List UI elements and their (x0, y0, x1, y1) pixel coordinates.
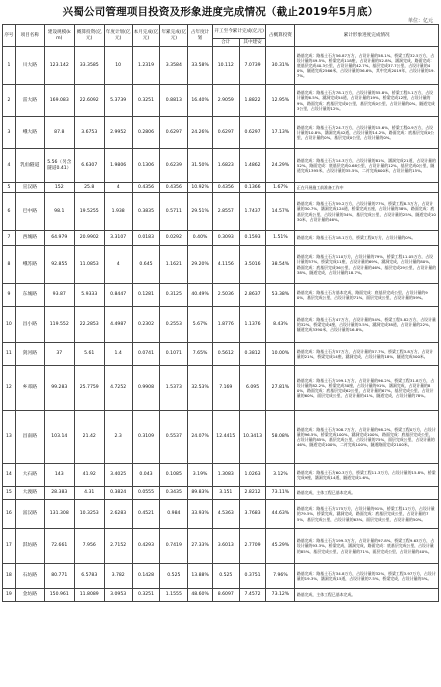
row-monthly: 0.9908 (132, 366, 160, 411)
row-progress: 路基完成：路基土石方78.1万方，占设计量的55.8%，桥梁工程5.1万方，占设计量的6.5%，涵洞完成54道，占设计量的19%，桥梁完成12座，占设计量的9%，路面完成：底基层完成0公里，基层完成0公里，占设计量的0%，隧道完成3公里，占设计量的12%。 (295, 85, 439, 117)
row-progress: 路基完成：路基土石方14.3万方，占设计量的81%，涵洞完成21道，占设计量的52%，路面完成：底基层完成0.68公里，占设计量的12%，基层完成0公里，隧道完成1395米，占设计量的35.5%，二衬完成600米，占设计量的15%。 (295, 149, 439, 183)
row-name: 峨大路 (15, 117, 44, 149)
header-plan: 年度计划(亿元) (104, 25, 132, 47)
row-invest: 22.6092 (74, 85, 104, 117)
row-name: 乡邓路 (15, 366, 44, 411)
row-name: 乳仙隧道 (15, 149, 44, 183)
header-index: 序号 (3, 25, 16, 47)
row-year-ratio: 24.07% (188, 411, 213, 464)
row-year-done: 0.3435 (160, 487, 188, 500)
row-index: 1 (3, 47, 16, 85)
row-cum-engineering: 1.8822 (239, 85, 266, 117)
row-progress: 路基完成，主体工程已基本完成。 (295, 487, 439, 500)
row-monthly: 0.3251 (132, 85, 160, 117)
row-cum-ratio: 7.96% (266, 564, 295, 589)
row-cum-total: 3.6013 (212, 529, 239, 564)
row-cum-engineering: 1.0263 (239, 464, 266, 487)
row-monthly: 0.2302 (132, 307, 160, 343)
row-year-ratio: 29.51% (188, 193, 213, 231)
row-name: 川大路 (15, 47, 44, 85)
row-monthly: 0.0741 (132, 343, 160, 366)
row-index: 8 (3, 246, 16, 284)
row-progress: 路基完成：路基土石方47万方，占设计量的54%，桥梁工程5.82万方，占设计量的32%，桥梁完成4座，占设计量的3.5%，涵洞完成38道，占设计量的22%，隧道完成3390米，占设计量的16.8%。 (295, 307, 439, 343)
row-cum-ratio: 1.51% (266, 231, 295, 246)
row-index: 2 (3, 85, 16, 117)
row-name: 巴中路 (15, 193, 44, 231)
row-plan: 1.4 (104, 343, 132, 366)
row-name: 昌南路 (15, 411, 44, 464)
row-index: 19 (3, 589, 16, 602)
table-row (3, 193, 439, 231)
table-row (3, 246, 439, 284)
row-monthly: 0.0183 (132, 231, 160, 246)
unit-label: 单位：亿元 (407, 18, 433, 24)
row-cum-total: 7.169 (212, 366, 239, 411)
row-monthly: 0.1306 (132, 149, 160, 183)
row-plan: 0.8447 (104, 284, 132, 307)
row-length: 131.308 (44, 500, 74, 529)
row-cum-engineering: 1.1376 (239, 307, 266, 343)
row-cum-total: 4.5363 (212, 500, 239, 529)
row-cum-engineering: 3.5016 (239, 246, 266, 284)
row-progress: 路基完成：路基土石方199.3万方，占设计量的97.8%，桥梁工程9.63万方，占设计量的93.3%，桥梁完成，涵洞完成，路面完成：底基层完成公里，占设计量的85%，基层完成公里，占设计量的71%，面层完成公里，占设计量的40%。 (295, 529, 439, 564)
row-name: 大石路 (15, 464, 44, 487)
row-cum-ratio: 10.00% (266, 343, 295, 366)
row-year-ratio: 29.20% (188, 246, 213, 284)
row-invest: 5.61 (74, 343, 104, 366)
row-cum-total: 4.1156 (212, 246, 239, 284)
row-year-ratio: 13.88% (188, 564, 213, 589)
row-year-done: 0.984 (160, 500, 188, 529)
row-cum-engineering: 0.6297 (239, 117, 266, 149)
row-index: 16 (3, 500, 16, 529)
row-year-ratio: 27.33% (188, 529, 213, 564)
row-invest: 41.92 (74, 464, 104, 487)
table-row (3, 47, 439, 85)
row-name: 西城路 (15, 231, 44, 246)
row-plan: 2.3 (104, 411, 132, 464)
row-name: 峨苏路 (15, 246, 44, 284)
row-cum-engineering: 10.3413 (239, 411, 266, 464)
row-index: 17 (3, 529, 16, 564)
header-name: 项目名称 (15, 25, 44, 47)
row-index: 18 (3, 564, 16, 589)
row-cum-engineering: 1.7437 (239, 193, 266, 231)
table-row (3, 564, 439, 589)
row-cum-total: 2.5036 (212, 284, 239, 307)
row-year-done: 0.4356 (160, 183, 188, 193)
row-year-done: 0.3125 (160, 284, 188, 307)
row-cum-total: 8.6097 (212, 589, 239, 602)
row-progress: 路基完成：路基土石方60.3万方，桥梁工程11.3万方，占设计量的15.8%，桥梁完成9座，涵洞完成14道，隧道完成1.6%。 (295, 464, 439, 487)
row-year-done: 0.2553 (160, 307, 188, 343)
row-cum-engineering: 0.3751 (239, 564, 266, 589)
row-length: 93.87 (44, 284, 74, 307)
table-row (3, 183, 439, 193)
row-invest: 33.3585 (74, 47, 104, 85)
header-monthly: 本月完成(亿元) (132, 25, 160, 47)
row-name: 大渡路 (15, 487, 44, 500)
row-invest: 6.5783 (74, 564, 104, 589)
row-year-done: 0.8813 (160, 85, 188, 117)
row-year-done: 3.3584 (160, 47, 188, 85)
report-title: 兴蜀公司管理项目投资及形象进度完成情况（截止2019年5月底） (62, 6, 379, 18)
row-plan: 4.7252 (104, 366, 132, 411)
row-progress: 路基完成：路基土石方57万方，占设计量的57.7%，桥梁工程3.8万方，占设计量的21%，桥梁完成14座，涵洞完成，占设计量的18%，隧道完成500米。 (295, 343, 439, 366)
row-cum-engineering: 0.1366 (239, 183, 266, 193)
row-length: 98.1 (44, 193, 74, 231)
row-length: 5.56（另含隧道0.41） (44, 149, 74, 183)
row-plan: 3.3107 (104, 231, 132, 246)
row-length: 99.283 (44, 366, 74, 411)
row-invest: 19.5255 (74, 193, 104, 231)
row-cum-ratio: 44.63% (266, 500, 295, 529)
row-year-ratio: 31.50% (188, 149, 213, 183)
table-row (3, 589, 439, 602)
table-row (3, 85, 439, 117)
row-plan: 3.0953 (104, 589, 132, 602)
row-year-ratio: 10.92% (188, 183, 213, 193)
row-invest: 25.8 (74, 183, 104, 193)
row-progress: 正在开展施工前准备工作中 (295, 183, 439, 193)
row-length: 150.961 (44, 589, 74, 602)
row-cum-ratio: 3.12% (266, 464, 295, 487)
row-cum-total: 2.8557 (212, 193, 239, 231)
row-plan: 4 (104, 183, 132, 193)
row-index: 10 (3, 307, 16, 343)
row-cum-total: 0.6297 (212, 117, 239, 149)
row-plan: 4.4987 (104, 307, 132, 343)
row-index: 5 (3, 183, 16, 193)
header-cum-engineering: 其中建安 (239, 39, 266, 47)
row-invest: 21.42 (74, 411, 104, 464)
row-monthly: 0.1281 (132, 284, 160, 307)
row-progress: 路基完成：路基土石方59.2万方，占设计量的77%，桥梁工程8.3万方，占设计量的30.7%，涵洞完成124道，桥梁完成五座，占设计量的38%，路面完成：底基层完成公里，占设计量的34%，基层完成公里，占设计量的25%，隧道完成1030米，占设计量的46%。 (295, 193, 439, 231)
row-year-done: 0.1071 (160, 343, 188, 366)
row-cum-ratio: 14.57% (266, 193, 295, 231)
row-monthly: 0.4356 (132, 183, 160, 193)
row-index: 15 (3, 487, 16, 500)
row-name: 东城路 (15, 284, 44, 307)
row-year-done: 0.5711 (160, 193, 188, 231)
row-length: 123.142 (44, 47, 74, 85)
table-row (3, 307, 439, 343)
table-row (3, 231, 439, 246)
row-monthly: 0.1428 (132, 564, 160, 589)
row-index: 4 (3, 149, 16, 183)
header-length: 建设规模(km) (44, 25, 74, 47)
header-cumulative: 开工至今累计完成(亿元) (212, 25, 266, 39)
row-year-ratio: 33.93% (188, 500, 213, 529)
row-progress: 路基完成：路基土石方308.7万方，占设计量的98.2%，桥梁工程0万方，占设计量的96.5%，桥梁完成100%，涵洞完成100%，路面完成：底基层完成公里，占设计量的85%，基层完成公里，占设计量的75%，面层完成公里，占设计量的46%，隧道完成100%，二衬完成100%，隧道路面完成2100米。 (295, 411, 439, 464)
row-cum-total: 1.6823 (212, 149, 239, 183)
row-progress: 路基完成：路基土石方18.1万方，桥梁工程0万方，占设计量的0%。 (295, 231, 439, 246)
row-cum-total: 10.112 (212, 47, 239, 85)
row-cum-engineering: 2.7709 (239, 529, 266, 564)
header-invest: 概算投资(亿元) (74, 25, 104, 47)
row-cum-ratio: 1.67% (266, 183, 295, 193)
row-year-ratio: 40.49% (188, 284, 213, 307)
row-progress: 路基完成：路基土石方175万方，占设计量的91%，桥梁工程11万方，占设计量的79.5%，桥梁完成，涵洞完成，路面完成：底基层完成公里，占设计量的75%，基层完成公里，占设计量的63%，面层完成公里，占设计量的50%。 (295, 500, 439, 529)
row-year-ratio: 0.40% (188, 231, 213, 246)
row-year-ratio: 32.53% (188, 366, 213, 411)
row-length: 169.083 (44, 85, 74, 117)
row-plan: 1.9806 (104, 149, 132, 183)
row-index: 14 (3, 464, 16, 487)
row-year-done: 0.0292 (160, 231, 188, 246)
row-cum-engineering: 2.8637 (239, 284, 266, 307)
row-cum-ratio: 8.43% (266, 307, 295, 343)
row-cum-engineering: 0.3812 (239, 343, 266, 366)
row-monthly: 0.2806 (132, 117, 160, 149)
row-name: 宣汉路 (15, 183, 44, 193)
row-name: 雷大路 (15, 85, 44, 117)
row-invest: 7.956 (74, 529, 104, 564)
row-invest: 20.9902 (74, 231, 104, 246)
row-index: 6 (3, 193, 16, 231)
row-plan: 4 (104, 246, 132, 284)
row-progress: 路基完成：路基土石方199.1万方，占设计量的96.2%，桥梁工程31.8万方，占设计量的82.2%，桥梁完成30座，占设计量的91%，涵洞完成，占设计量的80%，路面完成：底基层完成62公里，占设计量的67%，基层完成公里，占设计量的60%，面层完成公里，占设计量的41%，隧道完成，占设计量的78%。 (295, 366, 439, 411)
row-cum-ratio: 45.29% (266, 529, 295, 564)
row-name: 昌小路 (15, 307, 44, 343)
row-invest: 3.6753 (74, 117, 104, 149)
row-year-done: 1.1555 (160, 589, 188, 602)
row-progress: 路基完成：路基土石方34.8万方，占设计量的32%，桥梁工程3.97万方，占设计量的19.3%，涵洞完成15道，占设计量的7.5%，桥梁完成，占设计量的5%。 (295, 564, 439, 589)
row-progress: 路基完成，主体工程已基本完成。 (295, 589, 439, 602)
header-year-ratio: 占年度计划 (188, 25, 213, 47)
row-index: 11 (3, 343, 16, 366)
table-row (3, 117, 439, 149)
row-index: 13 (3, 411, 16, 464)
row-year-done: 0.6297 (160, 117, 188, 149)
row-length: 37 (44, 343, 74, 366)
row-progress: 路基完成：路基土石方基本完成，路面完成：底基层完成公里，占设计量的90%，基层完成公里，占设计量的71%，面层完成公里，占设计量的59%。 (295, 284, 439, 307)
row-name: 石坊路 (15, 564, 44, 589)
row-year-ratio: 48.60% (188, 589, 213, 602)
row-cum-ratio: 12.95% (266, 85, 295, 117)
row-cum-total: 0.5612 (212, 343, 239, 366)
row-year-done: 0.6239 (160, 149, 188, 183)
row-progress: 路基完成：路基土石方24.7万方，占设计量的15.6%，桥梁工程0.9万方，占设计量的10.8%，涵洞完成42道，占设计量的14.2%，路面完成：底基层完成0公里，占设计量的0%，基层完成0公里，占设计量的0%。 (295, 117, 439, 149)
row-cum-engineering: 7.0739 (239, 47, 266, 85)
row-cum-ratio: 73.11% (266, 487, 295, 500)
progress-table (2, 24, 439, 602)
table-row (3, 500, 439, 529)
row-year-ratio: 16.40% (188, 85, 213, 117)
row-length: 119.552 (44, 307, 74, 343)
table-row (3, 149, 439, 183)
row-length: 80.771 (44, 564, 74, 589)
row-year-ratio: 3.19% (188, 464, 213, 487)
row-progress: 路基完成：路基土石方56.87万方，占设计量的58.1%，桥梁工程32.5万方，占设计量的49.5%，桥梁完成118座，占设计量的52.8%，涵洞完成，路面完成：底基层完成40.3公里，占设计量的42.7%，基层完成37.7公里，占设计量的40%，隧道完成2566米，占设计量的36.6%，其中完成2019年，占设计量的19.7%。 (295, 47, 439, 85)
row-year-ratio: 24.26% (188, 117, 213, 149)
row-plan: 1.938 (104, 193, 132, 231)
row-monthly: 0.4521 (132, 500, 160, 529)
row-name: 剑河路 (15, 343, 44, 366)
row-year-done: 0.5537 (160, 411, 188, 464)
row-year-ratio: 7.65% (188, 343, 213, 366)
row-monthly: 0.3109 (132, 411, 160, 464)
row-index: 3 (3, 117, 16, 149)
row-cum-ratio: 27.81% (266, 366, 295, 411)
row-year-ratio: 33.58% (188, 47, 213, 85)
row-plan: 0.3824 (104, 487, 132, 500)
row-cum-total: 3.151 (212, 487, 239, 500)
header-year-done: 年累完成(亿元) (160, 25, 188, 47)
row-name: 金坊路 (15, 589, 44, 602)
row-length: 72.661 (44, 529, 74, 564)
row-monthly: 0.0555 (132, 487, 160, 500)
row-year-done: 1.1621 (160, 246, 188, 284)
row-year-ratio: 5.67% (188, 307, 213, 343)
header-cum-ratio: 占概算投资 (266, 25, 295, 47)
row-cum-ratio: 53.38% (266, 284, 295, 307)
row-cum-total: 2.9059 (212, 85, 239, 117)
row-length: 103.14 (44, 411, 74, 464)
row-year-done: 1.5373 (160, 366, 188, 411)
row-monthly: 0.3251 (132, 589, 160, 602)
row-length: 92.855 (44, 246, 74, 284)
row-cum-engineering: 7.4572 (239, 589, 266, 602)
row-monthly: 1.2319 (132, 47, 160, 85)
row-cum-ratio: 24.29% (266, 149, 295, 183)
row-progress: 路基完成：路基土石方110万方，占设计量的79%，桥梁工程11.05万方，占设计量的57%，桥梁完成11座，占设计量的69%，涵洞完成，占设计量的80%，路面完成：底基层完成36公里，占设计量的46%，基层完成29公里，占设计量的38%，隧道完成，占设计量的18.7%。 (295, 246, 439, 284)
row-cum-ratio: 30.31% (266, 47, 295, 85)
header-progress: 累计形象进度完成情况 (295, 25, 439, 47)
row-plan: 10 (104, 47, 132, 85)
row-plan: 3.4025 (104, 464, 132, 487)
header-cum-total: 合计 (212, 39, 239, 47)
row-cum-total: 1.3083 (212, 464, 239, 487)
row-monthly: 0.4293 (132, 529, 160, 564)
row-cum-total: 1.8776 (212, 307, 239, 343)
row-invest: 4.31 (74, 487, 104, 500)
row-plan: 5.3739 (104, 85, 132, 117)
table-row (3, 464, 439, 487)
row-cum-total: 0.3093 (212, 231, 239, 246)
row-length: 152 (44, 183, 74, 193)
row-invest: 10.3253 (74, 500, 104, 529)
row-length: 28.383 (44, 487, 74, 500)
row-index: 7 (3, 231, 16, 246)
row-year-done: 0.7419 (160, 529, 188, 564)
row-index: 12 (3, 366, 16, 411)
table-row (3, 411, 439, 464)
row-length: 143 (44, 464, 74, 487)
row-cum-ratio: 38.54% (266, 246, 295, 284)
row-cum-ratio: 73.12% (266, 589, 295, 602)
row-length: 64.979 (44, 231, 74, 246)
row-monthly: 0.043 (132, 464, 160, 487)
row-invest: 25.7759 (74, 366, 104, 411)
row-invest: 6.6307 (74, 149, 104, 183)
table-body (3, 47, 439, 602)
row-invest: 11.8089 (74, 589, 104, 602)
row-cum-engineering: 2.8212 (239, 487, 266, 500)
row-plan: 2.6283 (104, 500, 132, 529)
row-invest: 5.9333 (74, 284, 104, 307)
row-year-ratio: 89.83% (188, 487, 213, 500)
row-cum-total: 12.4415 (212, 411, 239, 464)
table-row (3, 343, 439, 366)
row-monthly: 0.3835 (132, 193, 160, 231)
row-length: 87.8 (44, 117, 74, 149)
table-row (3, 487, 439, 500)
row-invest: 11.0853 (74, 246, 104, 284)
row-plan: 3.782 (104, 564, 132, 589)
row-cum-engineering: 1.4862 (239, 149, 266, 183)
table-row (3, 529, 439, 564)
row-invest: 22.2853 (74, 307, 104, 343)
row-name: 富汉路 (15, 500, 44, 529)
row-plan: 2.9952 (104, 117, 132, 149)
row-cum-engineering: 3.7683 (239, 500, 266, 529)
row-year-done: 0.1085 (160, 464, 188, 487)
table-row (3, 284, 439, 307)
row-cum-total: 0.4356 (212, 183, 239, 193)
table-row (3, 366, 439, 411)
row-cum-ratio: 58.08% (266, 411, 295, 464)
row-cum-engineering: 6.095 (239, 366, 266, 411)
row-name: 淇坊路 (15, 529, 44, 564)
row-cum-total: 0.525 (212, 564, 239, 589)
row-year-done: 0.525 (160, 564, 188, 589)
row-monthly: 0.645 (132, 246, 160, 284)
row-index: 9 (3, 284, 16, 307)
row-plan: 2.7152 (104, 529, 132, 564)
row-cum-ratio: 17.13% (266, 117, 295, 149)
row-cum-engineering: 0.1593 (239, 231, 266, 246)
